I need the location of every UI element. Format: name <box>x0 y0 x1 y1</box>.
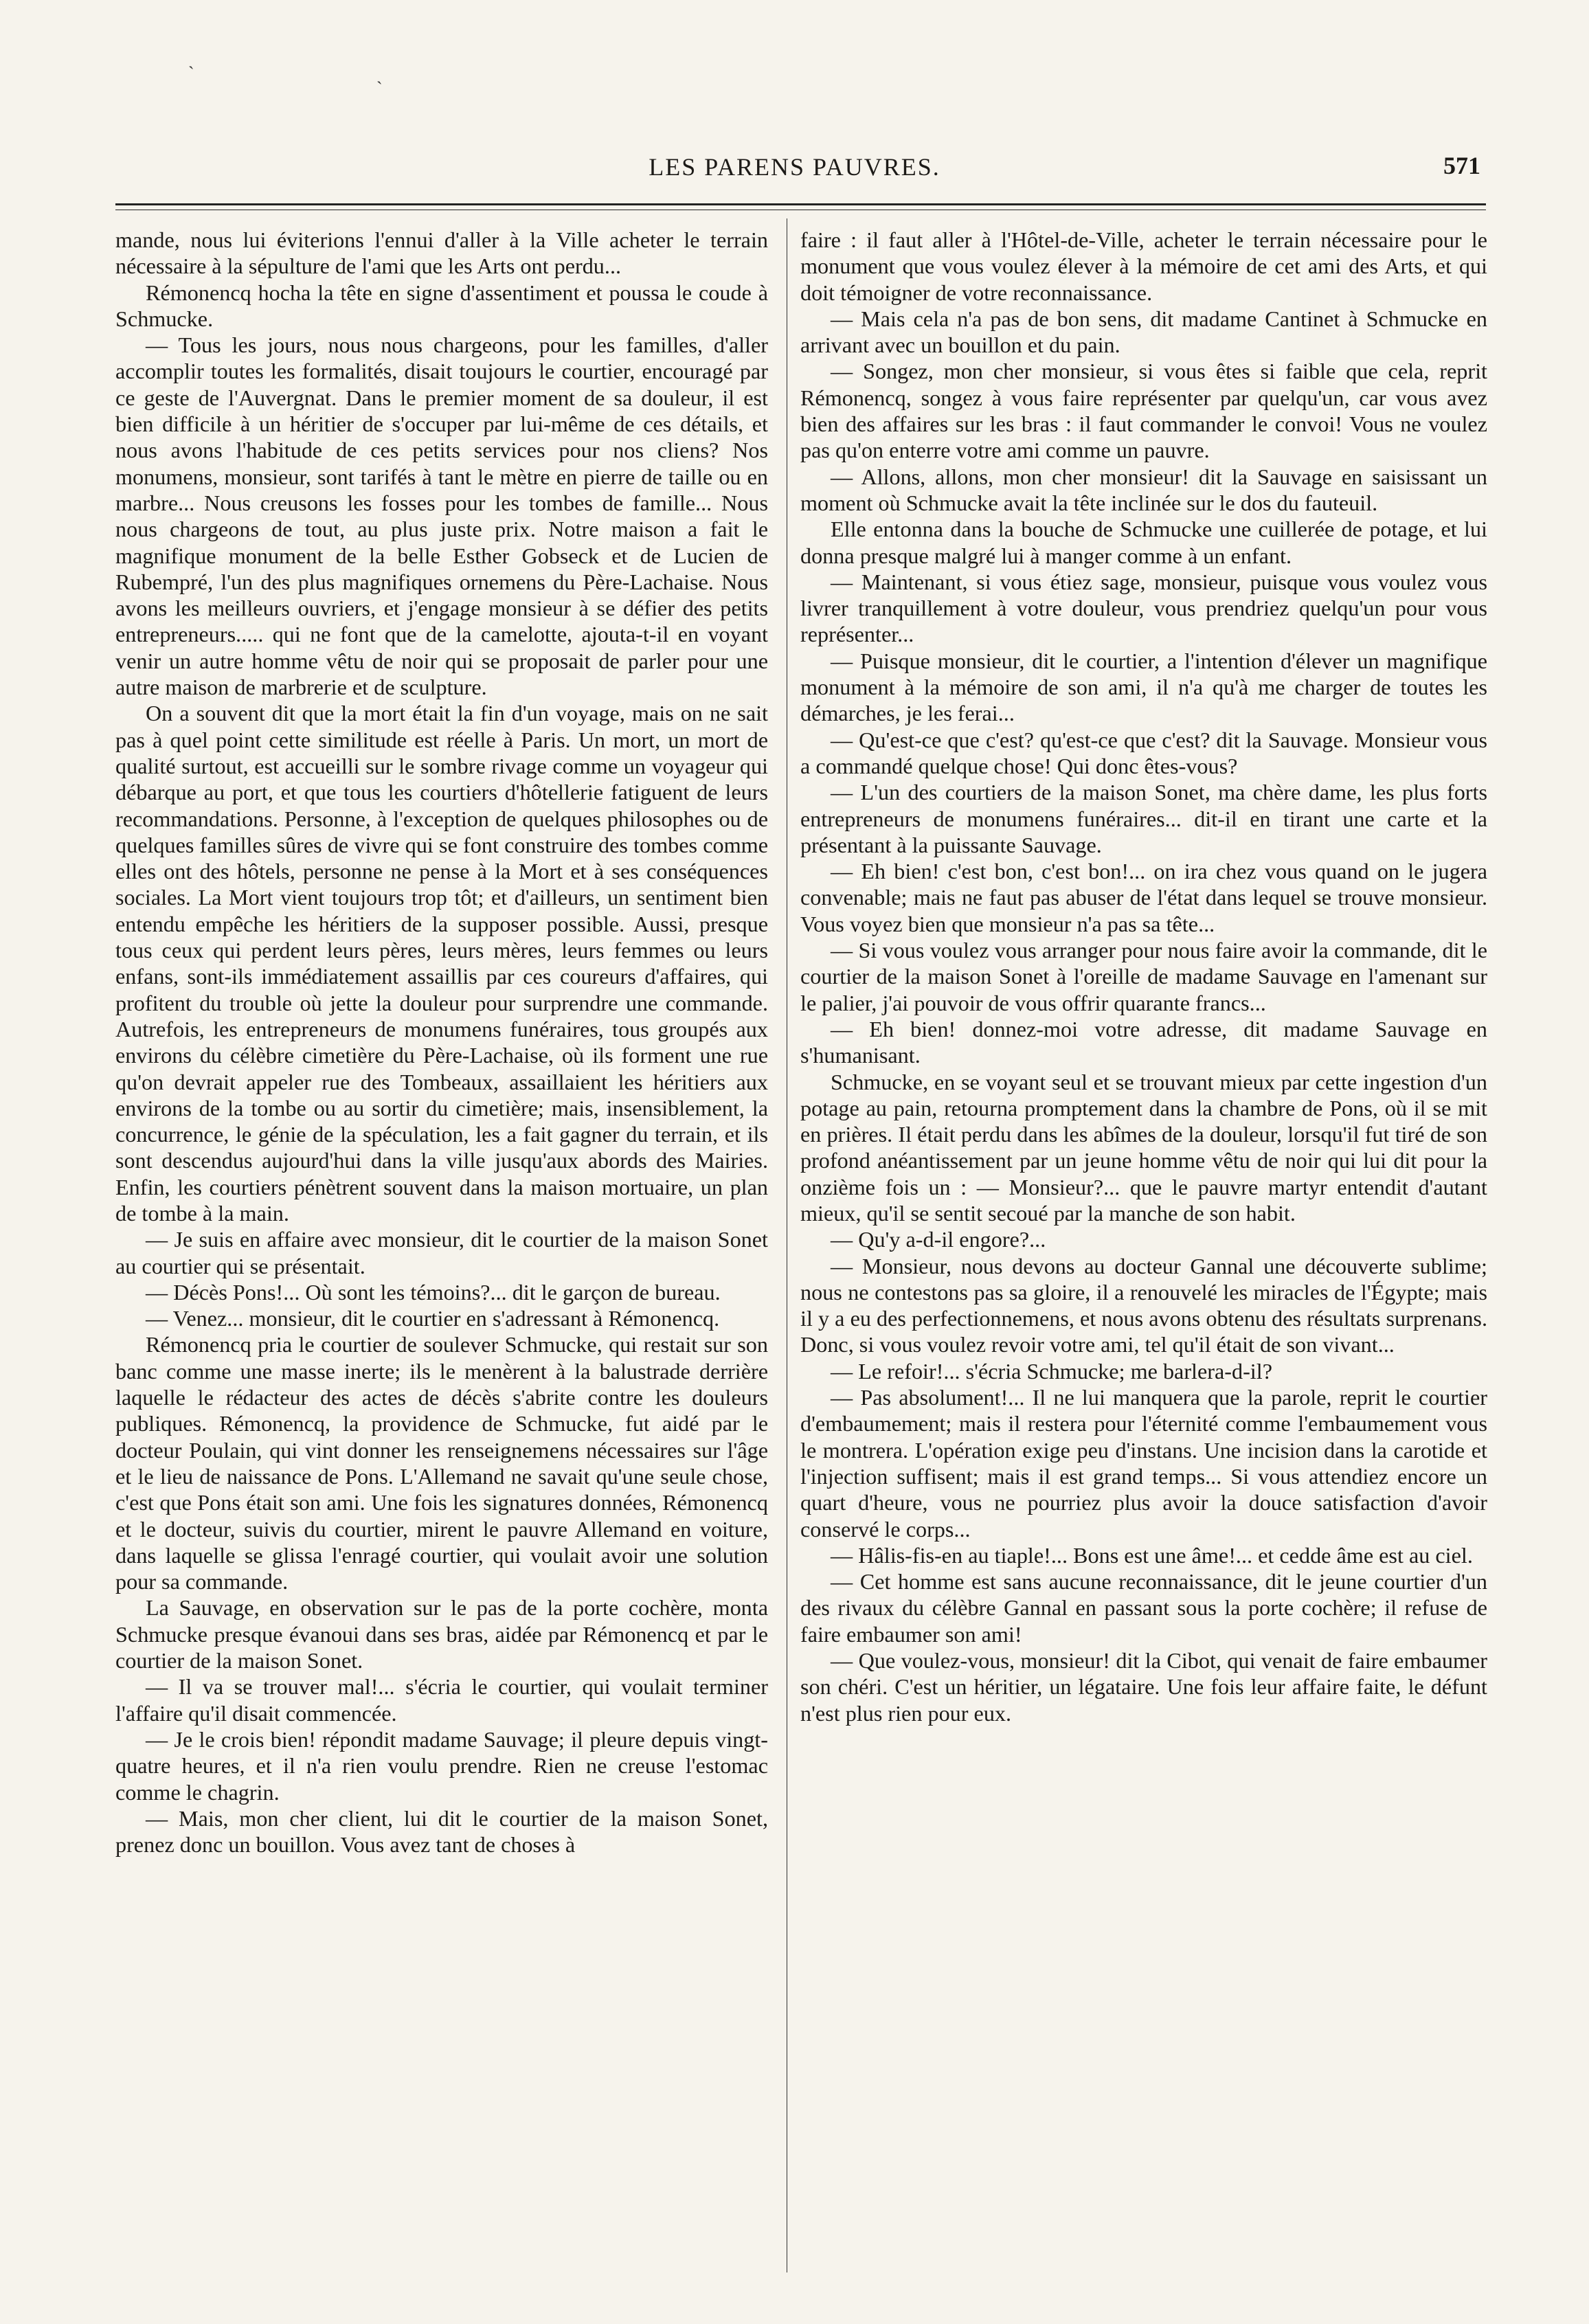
paragraph: — Mais cela n'a pas de bon sens, dit madame Cantinet à Schmucke en arrivant avec un bouillon et du pain. <box>800 306 1487 358</box>
paragraph: — Eh bien! c'est bon, c'est bon!... on ira chez vous quand on le jugera convenable; mais ne faut pas abuser de l'état dans lequel se trouve monsieur. Vous voyez bien que monsieur n'a pas sa tête... <box>800 859 1487 936</box>
paragraph: — Je suis en affaire avec monsieur, dit le courtier de la maison Sonet au courtier qui se présentait. <box>115 1227 768 1278</box>
paragraph: — Maintenant, si vous étiez sage, monsieur, puisque vous voulez vous livrer tranquillement à votre douleur, vous prendriez quelqu'un pour vous représenter... <box>800 569 1487 647</box>
paragraph: La Sauvage, en observation sur le pas de la porte cochère, monta Schmucke presque évanoui dans ses bras, aidée par Rémonencq et par le courtier de la maison Sonet. <box>115 1595 768 1673</box>
paragraph: — Décès Pons!... Où sont les témoins?... dit le garçon de bureau. <box>146 1279 721 1305</box>
paragraph: Rémonencq pria le courtier de soulever Schmucke, qui restait sur son banc comme une masse inerte; ils le menèrent à la balustrade derrière laquelle le rédacteur des actes de décès s'abrite contre les douleurs publiques. Rémonencq, la providence de Schmucke, fut aidé par le docteur Poulain, qui vint donner les renseignemens nécessaires sur l'âge et le lieu de naissance de Pons. L'Allemand ne savait qu'une seule chose, c'est que Pons était son ami. Une fois les signatures données, Rémonencq et le docteur, suivis du courtier, mirent le pauvre Allemand en voiture, dans laquelle se glissa l'enragé courtier, qui voulait avoir une solution pour sa commande. <box>115 1332 768 1594</box>
stray-mark: ˏ <box>376 65 383 84</box>
paragraph: — Monsieur, nous devons au docteur Gannal une découverte sublime; nous ne contestons pas sa gloire, il a renouvelé les miracles de l'Égypte; mais il y a eu des perfectionnemens, et nous avons obtenu des résultats surprenans. Donc, si vous voulez revoir votre ami, tel qu'il était de son vivant... <box>800 1253 1487 1357</box>
paragraph: — Qu'est-ce que c'est? qu'est-ce que c'est? dit la Sauvage. Monsieur vous a commandé quelque chose! Qui donc êtes-vous? <box>800 727 1487 778</box>
paragraph: — Il va se trouver mal!... s'écria le courtier, qui voulait terminer l'affaire qu'il disait commencée. <box>115 1674 768 1726</box>
header-rule <box>115 203 1486 205</box>
paragraph: — Allons, allons, mon cher monsieur! dit la Sauvage en saisissant un moment où Schmucke avait la tête inclinée sur le dos du fauteuil. <box>800 464 1487 515</box>
paragraph: — Hâlis-fis-en au tiaple!... Bons est une âme!... et cedde âme est au ciel. <box>831 1542 1473 1568</box>
paragraph: — Je le crois bien! répondit madame Sauvage; il pleure depuis vingt-quatre heures, et il n'a rien voulu prendre. Rien ne creuse l'estomac comme le chagrin. <box>115 1726 768 1805</box>
paragraph: — Qu'y a-d-il engore?... <box>831 1227 1046 1252</box>
paragraph: — Tous les jours, nous nous chargeons, pour les familles, d'aller accomplir toutes les formalités, disait toujours le courtier, encouragé par ce geste de l'Auvergnat. Dans le premier moment de sa douleur, il est bien difficile à un héritier de s'occuper par lui-même de ces détails, et nous avons l'habitude de ces petits services pour nos cliens? Nos monumens, monsieur, sont tarifés à tant le mètre en pierre de taille ou en marbre... Nous creusons les fosses pour les tombes de famille... Nous nous chargeons de tout, au plus juste prix. Notre maison a fait le magnifique monument de la belle Esther Gobseck et de Lucien de Rubempré, l'un des plus magnifiques ornemens du Père-Lachaise. Nous avons les meilleurs ouvriers, et j'engage monsieur à se défier des petits entrepreneurs..... qui ne font que de la camelotte, ajouta-t-il en voyant venir un autre homme vêtu de noir qui se proposait de parler pour une autre maison de marbrerie et de sculpture. <box>115 332 768 700</box>
paragraph: — Pas absolument!... Il ne lui manquera que la parole, reprit le courtier d'embaumement; mais il restera pour l'éternité comme l'embaumement vous le montrera. L'opération exige peu d'instans. Une incision dans la carotide et l'injection suffisent; mais il est grand temps... Si vous attendiez encore un quart d'heure, vous ne pourriez plus avoir la douce satisfaction d'avoir conservé le corps... <box>800 1385 1487 1542</box>
paragraph: — Que voulez-vous, monsieur! dit la Cibot, qui venait de faire embaumer son chéri. C'est un héritier, un légataire. Une fois leur affaire faite, le défunt n'est plus rien pour eux. <box>800 1648 1487 1726</box>
paragraph: faire : il faut aller à l'Hôtel-de-Ville, acheter le terrain nécessaire pour le monument que vous voulez élever à la mémoire de cet ami des Arts, et qui doit témoigner de votre reconnaissance. <box>800 227 1487 305</box>
paragraph: — Mais, mon cher client, lui dit le courtier de la maison Sonet, prenez donc un bouillon. Vous avez tant de choses à <box>115 1805 768 1858</box>
paragraph: Elle entonna dans la bouche de Schmucke une cuillerée de potage, et lui donna presque malgré lui à manger comme à un enfant. <box>800 517 1487 568</box>
paragraph: — Songez, mon cher monsieur, si vous êtes si faible que cela, reprit Rémonencq, songez à vous faire représenter par quelqu'un, car vous avez bien des affaires sur les bras : il faut commander le convoi! Vous ne voulez pas qu'on enterre votre ami comme un pauvre. <box>800 359 1487 463</box>
paragraph: mande, nous lui éviterions l'ennui d'aller à la Ville acheter le terrain nécessaire à la sépulture de l'ami que les Arts ont perdu... <box>115 227 768 279</box>
paragraph: On a souvent dit que la mort était la fin d'un voyage, mais on ne sait pas à quel point cette similitude est réelle à Paris. Un mort, un mort de qualité surtout, est accueilli sur le sombre rivage comme un voyageur qui débarque au port, et que tous les courtiers d'hôtellerie fatiguent de leurs recommandations. Personne, à l'exception de quelques philosophes ou de quelques familles sûres de vivre qui se font construire des tombes comme elles ont des hôtels, personne ne pense à la Mort et à ses conséquences sociales. La Mort vient toujours trop tôt; et d'ailleurs, un sentiment bien entendu empêche les héritiers de la supposer possible. Aussi, presque tous ceux qui perdent leurs pères, leurs mères, leurs femmes ou leurs enfans, sont-ils immédiatement assaillis par ces coureurs d'affaires, qui profitent du trouble où jette la douleur pour surprendre une commande. Autrefois, les entrepreneurs de monumens funéraires, tous groupés aux environs du célèbre cimetière du Père-Lachaise, où ils forment une rue qu'on devrait appeler rue des Tombeaux, assaillaient les héritiers aux environs de la tombe ou au sortir du cimetière; mais, insensiblement, la concurrence, le génie de la spéculation, les a fait gagner du terrain, et ils sont descendus aujourd'hui dans la ville jusqu'aux abords des Mairies. Enfin, les courtiers pénètrent souvent dans la maison mortuaire, un plan de tombe à la main. <box>115 701 768 1226</box>
running-head: LES PARENS PAUVRES. <box>649 153 940 181</box>
paragraph: — Cet homme est sans aucune reconnaissance, dit le jeune courtier d'un des rivaux du célèbre Gannal en passant sous la porte cochère; il refuse de faire embaumer son ami! <box>800 1569 1487 1647</box>
paragraph: — Si vous voulez vous arranger pour nous faire avoir la commande, dit le courtier de la maison Sonet à l'oreille de madame Sauvage en l'amenant sur le palier, j'ai pouvoir de vous offrir quarante francs... <box>800 938 1487 1015</box>
right-column <box>800 227 1487 1726</box>
left-column <box>115 227 768 1858</box>
stray-mark: ˋ <box>188 63 194 83</box>
paragraph: — Le refoir!... s'écria Schmucke; me barlera-d-il? <box>831 1358 1272 1384</box>
paragraph: — Eh bien! donnez-moi votre adresse, dit madame Sauvage en s'humanisant. <box>800 1016 1487 1068</box>
page-number: 571 <box>1443 152 1480 179</box>
paragraph: — L'un des courtiers de la maison Sonet, ma chère dame, les plus forts entrepreneurs de monumens funéraires... dit-il en tirant une carte et la présentant à la puissante Sauvage. <box>800 780 1487 857</box>
paragraph: — Venez... monsieur, dit le courtier en s'adressant à Rémonencq. <box>146 1306 720 1331</box>
paragraph: Rémonencq hocha la tête en signe d'assentiment et poussa le coude à Schmucke. <box>115 280 768 331</box>
paragraph: Schmucke, en se voyant seul et se trouvant mieux par cette ingestion d'un potage au pain, retourna promptement dans la chambre de Pons, où il se mit en prières. Il était perdu dans les abîmes de la douleur, lorsqu'il fut tiré de son profond anéantissement par un jeune homme vêtu de noir qui lui dit pour la onzième fois un : — Monsieur?... que le pauvre martyr entendit d'autant mieux, qu'il se sentit secoué par la manche de son habit. <box>800 1069 1487 1226</box>
paragraph: — Puisque monsieur, dit le courtier, a l'intention d'élever un magnifique monument à la mémoire de son ami, il n'a qu'à me charger de toutes les démarches, je les ferai... <box>800 648 1487 726</box>
